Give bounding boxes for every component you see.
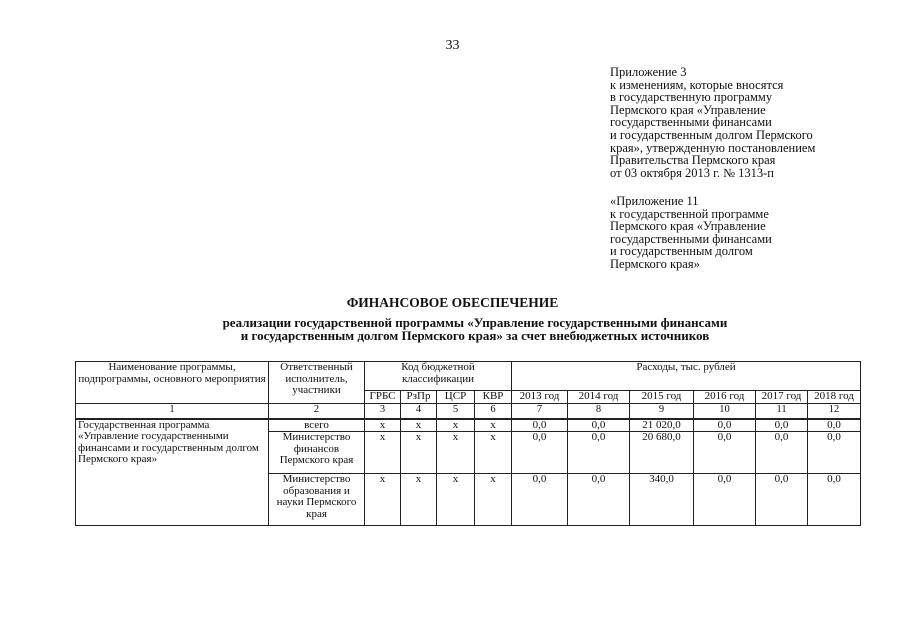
page-number: 33	[445, 38, 460, 53]
header-2016: 2016 год	[694, 391, 756, 404]
col-number: 11	[756, 403, 808, 419]
value-2014: 0,0	[568, 419, 630, 432]
csr-cell: х	[437, 419, 475, 432]
appendix-line: Пермского края «Управление	[610, 102, 766, 117]
financing-table	[75, 361, 861, 526]
appendix2-line: к государственной программе	[610, 206, 769, 221]
col-number: 9	[630, 403, 694, 419]
header-executor: Ответственный исполнитель, участники	[269, 362, 365, 404]
value-2014: 0,0	[568, 432, 630, 474]
value-2016: 0,0	[694, 474, 756, 526]
value-2016: 0,0	[694, 419, 756, 432]
appendix2-line: Пермского края»	[610, 256, 700, 271]
header-2018: 2018 год	[808, 391, 861, 404]
header-rzpr: РзПр	[401, 391, 437, 404]
rzpr-cell: х	[401, 432, 437, 474]
document-subtitle	[150, 316, 800, 342]
header-kvr: КВР	[475, 391, 512, 404]
header-grbs: ГРБС	[365, 391, 401, 404]
appendix-line: от 03 октября 2013 г. № 1313-п	[610, 165, 774, 180]
header-budget-code: Код бюджетной классификации	[365, 362, 512, 391]
col-number: 3	[365, 403, 401, 419]
col-number: 2	[269, 403, 365, 419]
appendix-line: в государственную программу	[610, 90, 773, 105]
col-number: 4	[401, 403, 437, 419]
col-number: 5	[437, 403, 475, 419]
appendix2-line: «Приложение 11	[610, 194, 699, 208]
header-2013: 2013 год	[512, 391, 568, 404]
value-2013: 0,0	[512, 419, 568, 432]
header-2014: 2014 год	[568, 391, 630, 404]
grbs-cell: х	[365, 474, 401, 526]
executor-cell: всего	[269, 419, 365, 432]
value-2018: 0,0	[808, 474, 861, 526]
header-expenses: Расходы, тыс. рублей	[512, 362, 861, 391]
executor-cell: Министерство финансов Пермского края	[269, 432, 365, 474]
csr-cell: х	[437, 432, 475, 474]
value-2015: 20 680,0	[630, 432, 694, 474]
rzpr-cell: х	[401, 474, 437, 526]
header-2017: 2017 год	[756, 391, 808, 404]
value-2018: 0,0	[808, 419, 861, 432]
appendix-11-note	[610, 195, 900, 271]
appendix-line: и государственным долгом Пермского	[610, 127, 813, 142]
appendix2-line: государственными финансами	[610, 231, 772, 246]
col-number: 12	[808, 403, 861, 419]
appendix-line: края», утвержденную постановлением	[610, 140, 816, 155]
appendix2-line: Пермского края «Управление	[610, 219, 766, 234]
table-row	[76, 419, 861, 432]
header-name: Наименование программы, подпрограммы, основного мероприятия	[76, 362, 269, 404]
subtitle-line-2: и государственным долгом Пермского края» за счет внебюджетных источников	[240, 328, 710, 343]
grbs-cell: х	[365, 432, 401, 474]
header-2015: 2015 год	[630, 391, 694, 404]
value-2014: 0,0	[568, 474, 630, 526]
program-name: Государственная программа «Управление государственными финансами и государственным долгом Пермского края»	[76, 419, 269, 526]
value-2017: 0,0	[756, 474, 808, 526]
appendix-note	[610, 66, 900, 179]
header-csr: ЦСР	[437, 391, 475, 404]
value-2017: 0,0	[756, 419, 808, 432]
document-title: ФИНАНСОВОЕ ОБЕСПЕЧЕНИЕ	[346, 295, 559, 310]
appendix2-line: и государственным долгом	[610, 244, 753, 259]
col-number: 1	[76, 403, 269, 419]
kvr-cell: х	[475, 474, 512, 526]
col-number: 10	[694, 403, 756, 419]
value-2016: 0,0	[694, 432, 756, 474]
value-2015: 340,0	[630, 474, 694, 526]
executor-cell: Министерство образования и науки Пермского края	[269, 474, 365, 526]
rzpr-cell: х	[401, 419, 437, 432]
grbs-cell: х	[365, 419, 401, 432]
col-number: 8	[568, 403, 630, 419]
subtitle-line-1: реализации государственной программы «Управление государственными финансами	[222, 315, 728, 330]
appendix-line: государственными финансами	[610, 115, 772, 130]
kvr-cell: х	[475, 419, 512, 432]
kvr-cell: х	[475, 432, 512, 474]
appendix-line: к изменениям, которые вносятся	[610, 77, 784, 92]
appendix-line: Приложение 3	[610, 65, 687, 79]
value-2017: 0,0	[756, 432, 808, 474]
value-2013: 0,0	[512, 474, 568, 526]
value-2015: 21 020,0	[630, 419, 694, 432]
value-2013: 0,0	[512, 432, 568, 474]
col-number: 6	[475, 403, 512, 419]
appendix-line: Правительства Пермского края	[610, 153, 776, 168]
csr-cell: х	[437, 474, 475, 526]
value-2018: 0,0	[808, 432, 861, 474]
col-number: 7	[512, 403, 568, 419]
